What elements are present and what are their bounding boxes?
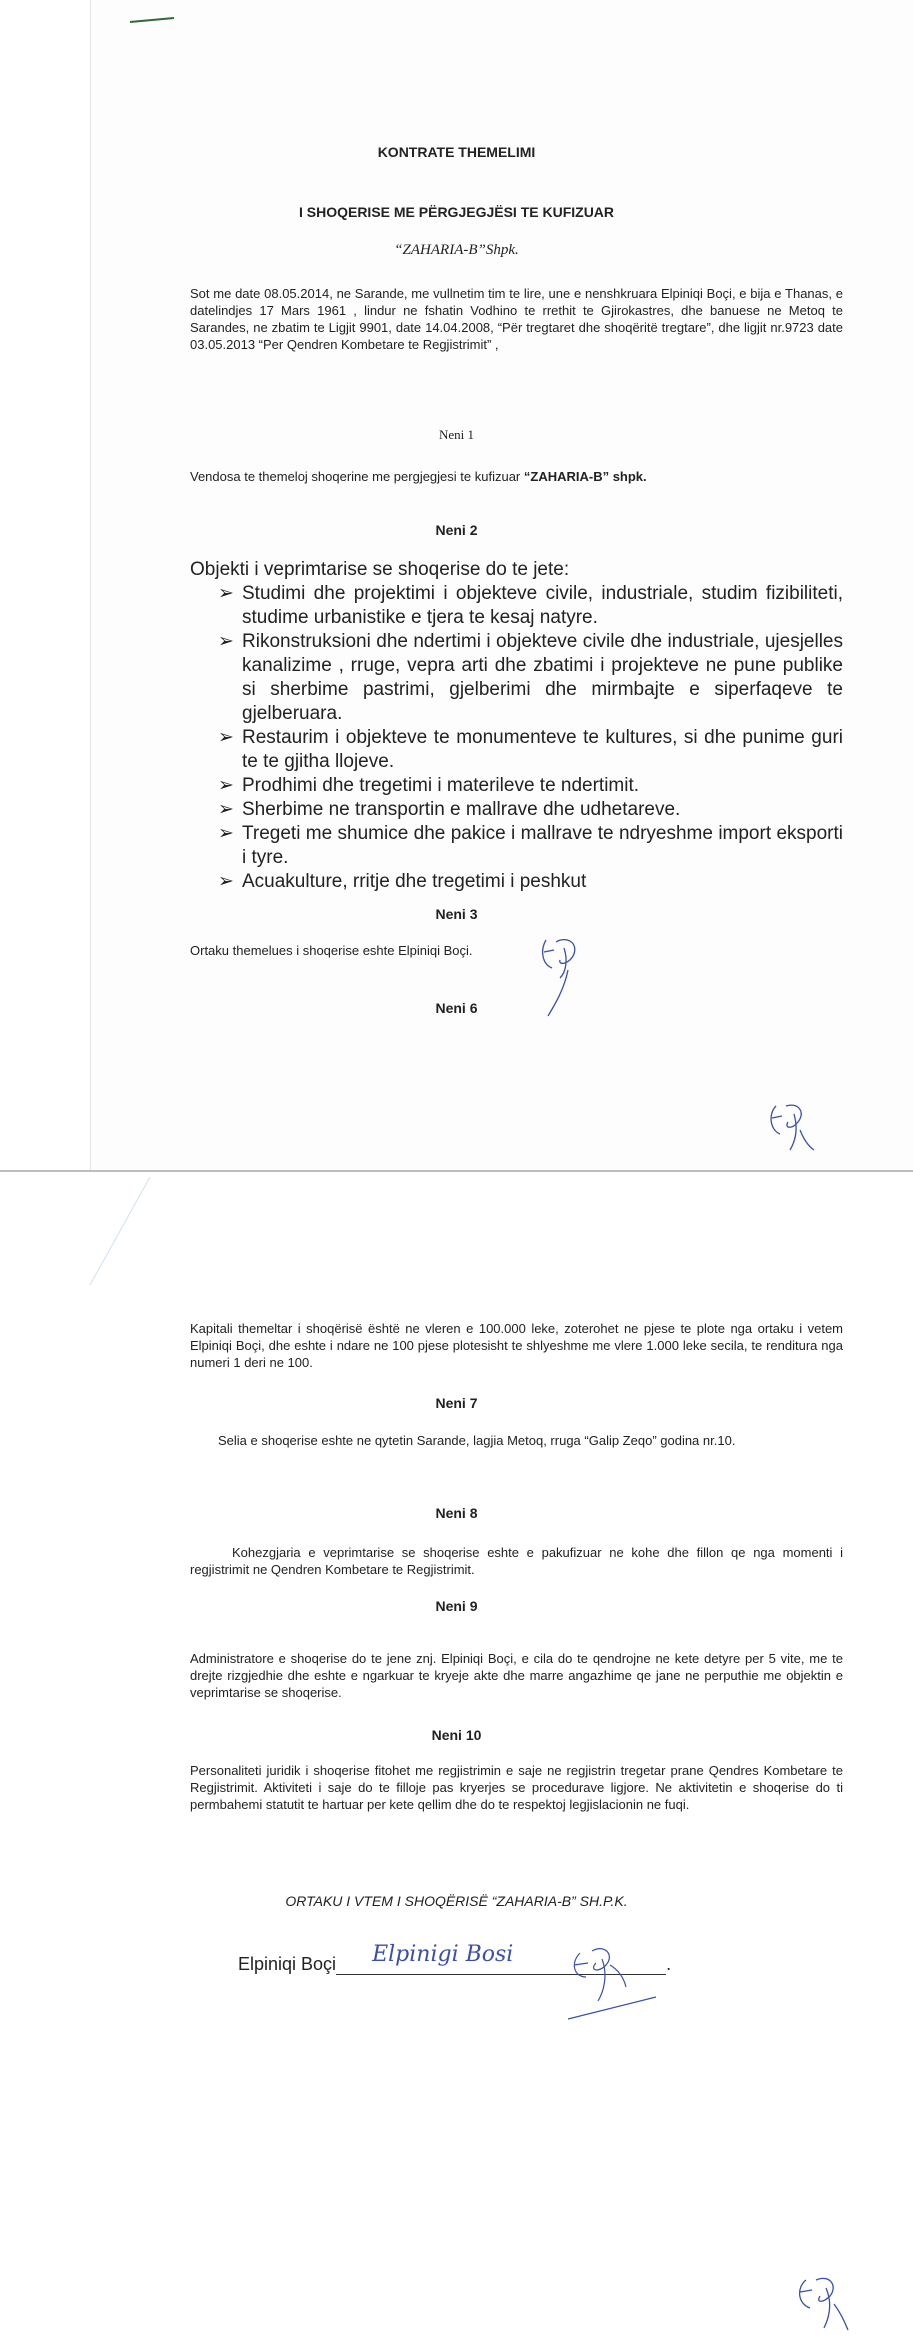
arrow-bullet-icon: ➢ xyxy=(218,871,234,892)
neni-6-heading: Neni 6 xyxy=(435,1000,478,1016)
document-subtitle: I SHOQERISE ME PËRGJEGJËSI TE KUFIZUAR xyxy=(298,204,615,220)
initials-signature-3 xyxy=(790,2270,860,2340)
neni-7-text: Selia e shoqerise eshte ne qytetin Sarande, lagjia Metoq, rruga “Galip Zeqo” godina nr.10. xyxy=(218,1433,736,1448)
neni-3-text: Ortaku themelues i shoqerise eshte Elpiniqi Boçi. xyxy=(190,943,473,958)
handwritten-signature: Elpinigi Bosi xyxy=(372,1942,514,1967)
neni-6-text: Kapitali themeltar i shoqërisë është ne vleren e 100.000 leke, zoterohet ne pjese te plote nga ortaku i vetem Elpiniqi Boçi, dhe eshte i ndare ne 100 pjese plotesisht te shlyeshme me vlere 1.000 leke secila, te renditura nga numeri 1 deri ne 100. xyxy=(190,1321,843,1370)
initials-signature-2 xyxy=(764,1100,824,1160)
neni-1-text xyxy=(190,468,843,485)
signature-caption: ORTAKU I VTEM I SHOQËRISË “ZAHARIA-B” SH.P.K. xyxy=(285,1893,628,1909)
neni-2-heading: Neni 2 xyxy=(435,522,478,538)
scan-mark xyxy=(128,14,178,26)
scan-artifact xyxy=(80,1175,160,1295)
object-list xyxy=(216,582,843,894)
neni-8-heading: Neni 8 xyxy=(435,1505,478,1521)
neni-3-heading: Neni 3 xyxy=(435,906,478,922)
intro-paragraph: Sot me date 08.05.2014, ne Sarande, me vullnetim tim te lire, une e nenshkruara Elpiniqi Boçi, e bija e Thanas, e datelindjes 17 Mars 1961 , lindur ne fshatin Vodhino te rrethit te Gjirokastres, dhe banuese ne Metoq te Sarandes, ne zbatim te Ligjit 9901, date 14.04.2008, “Për tregtaret dhe shoqëritë tregtare”, dhe ligjit nr.9723 date 03.05.2013 “Per Qendren Kombetare te Regjistrimit” , xyxy=(190,286,843,352)
signature-end: . xyxy=(666,1954,672,1974)
list-item: ➢ Prodhimi dhe tregetimi i materileve te ndertimit. xyxy=(218,775,640,796)
neni-10-heading: Neni 10 xyxy=(431,1727,482,1743)
neni-1-heading: Neni 1 xyxy=(438,427,475,442)
arrow-bullet-icon: ➢ xyxy=(218,583,234,604)
neni-1-company: “ZAHARIA-B” shpk. xyxy=(523,469,647,484)
neni-7-heading: Neni 7 xyxy=(435,1395,478,1411)
signatory-name: Elpiniqi Boçi xyxy=(238,1954,337,1974)
company-name: “ZAHARIA-B”Shpk. xyxy=(394,242,519,258)
list-item: ➢ Sherbime ne transportin e mallrave dhe udhetareve. xyxy=(218,799,681,820)
neni-10-text: Personaliteti juridik i shoqerise fitohet me regjistrimin e saje ne regjistrin tregetar prane Qendres Kombetare te Regjistrimit. Aktiviteti i saje do te filloje pas kryerjes se procedurave ligjore. Ne aktivitetin e shoqerise do ti permbahemi statutit te hartuar per kete qellim dhe do te respektoj legjislacionin ne fuqi. xyxy=(190,1763,843,1812)
signature-scrawl xyxy=(560,1935,670,2025)
arrow-bullet-icon: ➢ xyxy=(218,775,234,796)
arrow-bullet-icon: ➢ xyxy=(218,823,234,844)
neni-2-lead: Objekti i veprimtarise se shoqerise do te jete: xyxy=(190,559,570,580)
arrow-bullet-icon: ➢ xyxy=(218,631,234,652)
neni-1-body: Vendosa te themeloj shoqerine me pergjegjesi te kufizuar xyxy=(190,469,524,484)
list-item: ➢ Tregeti me shumice dhe pakice i mallrave te ndryeshme import eksporti i tyre. xyxy=(218,823,843,868)
neni-8-text: Kohezgjaria e veprimtarise se shoqerise eshte e pakufizuar ne kohe dhe fillon qe nga momenti i regjistrimit ne Qendren Kombetare te Regjistrimit. xyxy=(190,1545,843,1577)
arrow-bullet-icon: ➢ xyxy=(218,799,234,820)
arrow-bullet-icon: ➢ xyxy=(218,727,234,748)
page-divider xyxy=(0,1170,913,1172)
neni-9-text: Administratore e shoqerise do te jene znj. Elpiniqi Boçi, e cila do te qendrojne ne kete detyre per 5 vite, me te drejte rizgjedhie dhe eshte e ngarkuar te kryeje akte dhe marre angazhime qe jane ne perputhie me objektin e veprimtarise se shoqerise. xyxy=(190,1651,843,1700)
list-item: ➢ Restaurim i objekteve te monumenteve te kultures, si dhe punime guri te te gjitha llojeve. xyxy=(218,727,843,772)
neni-9-heading: Neni 9 xyxy=(435,1598,478,1614)
list-item: ➢ Studimi dhe projektimi i objekteve civile, industriale, studim fizibiliteti, studime urbanistike e tjera te kesaj natyre. xyxy=(218,583,843,628)
list-item: ➢ Rikonstruksioni dhe ndertimi i objekteve civile dhe industriale, ujesjelles kanalizime , rruge, vepra arti dhe zbatimi i projekteve ne pune publike si sherbime pastrimi, gjelberimi dhe mirmbajte e siperfaqeve te gjelberuara. xyxy=(218,631,843,724)
document-title: KONTRATE THEMELIMI xyxy=(377,144,536,160)
list-item: ➢ Acuakulture, rritje dhe tregetimi i peshkut xyxy=(218,871,587,892)
